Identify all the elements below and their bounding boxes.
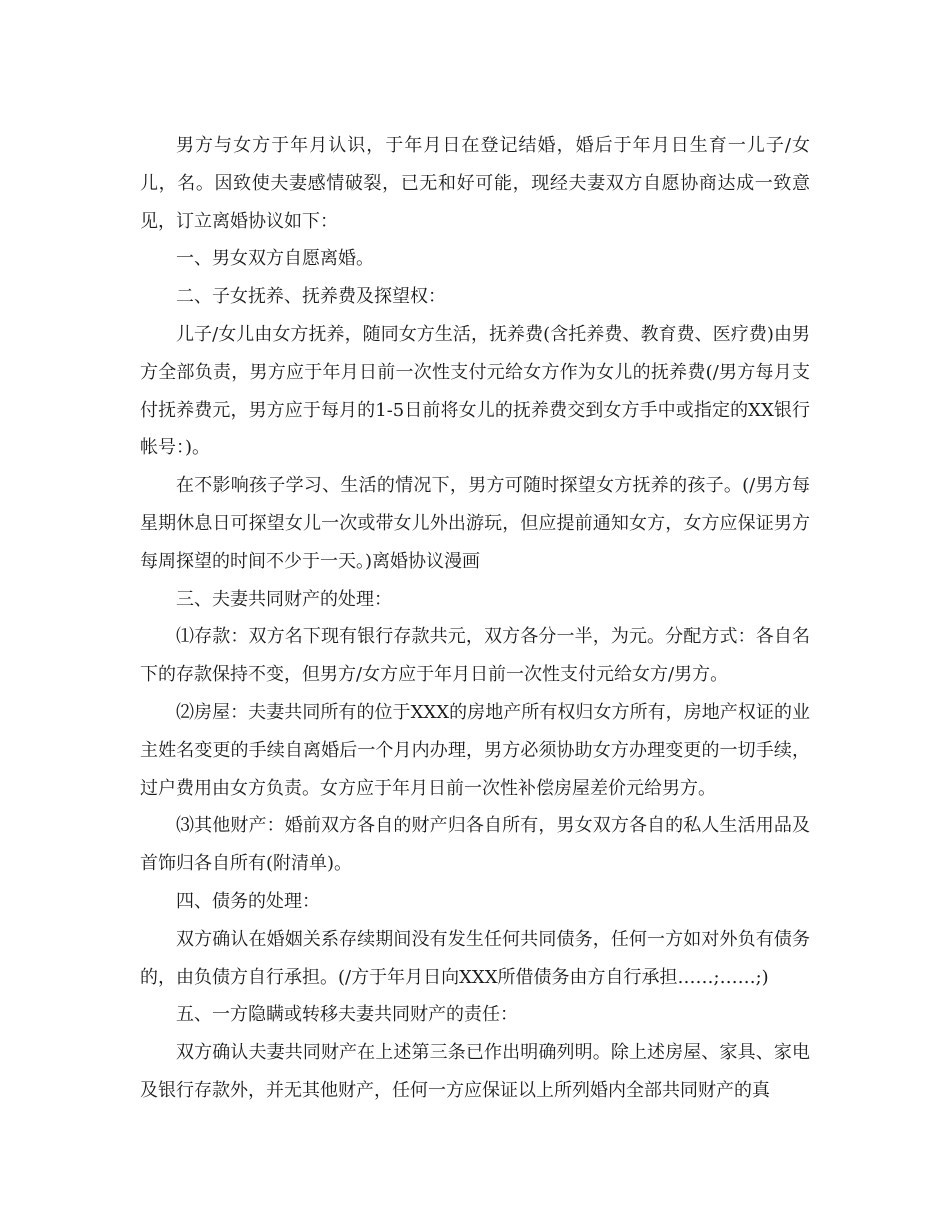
clause-heading-5: 五、一方隐瞒或转移夫妻共同财产的责任： [176,1004,518,1026]
paragraph-child-support: 儿子/女儿由女方抚养，随同女方生活，抚养费(含托养费、教育费、医疗费)由男方全部负责，男方应于年月日前一次性支付元给女方作为女儿的抚养费(/男方每月支付抚养费元，男方应于每月的1-5日前将女儿的抚养费交到女方手中或指定的XX银行帐号：)。 [140,323,810,459]
paragraph-house: ⑵房屋：夫妻共同所有的位于XXX的房地产所有权归女方所有，房地产权证的业主姓名变更的手续自离婚后一个月内办理，男方必须协助女方办理变更的一切手续，过户费用由女方负责。女方应于年月日前一次性补偿房屋差价元给男方。 [140,701,810,799]
document-body [140,127,810,1110]
paragraph-savings: ⑴存款：双方名下现有银行存款共元，双方各分一半，为元。分配方式：各自名下的存款保持不变，但男方/女方应于年月日前一次性支付元给女方/男方。 [140,626,810,686]
clause-heading-3: 三、夫妻共同财产的处理： [176,588,392,610]
clause-heading-2: 二、子女抚养、抚养费及探望权： [176,286,446,308]
paragraph-concealment: 双方确认夫妻共同财产在上述第三条已作出明确列明。除上述房屋、家具、家电及银行存款外，并无其他财产，任何一方应保证以上所列婚内全部共同财产的真 [140,1042,810,1101]
paragraph-debts: 双方确认在婚姻关系存续期间没有发生任何共同债务，任何一方如对外负有债务的，由负债方自行承担。(/方于年月日向XXX所借债务由方自行承担……;……;) [140,928,810,988]
paragraph-visitation: 在不影响孩子学习、生活的情况下，男方可随时探望女方抚养的孩子。(/男方每星期休息日可探望女儿一次或带女儿外出游玩，但应提前通知女方，女方应保证男方每周探望的时间不少于一天。)离婚协议漫画 [140,475,810,572]
clause-heading-1: 一、男女双方自愿离婚。 [176,248,374,270]
paragraph-intro: 男方与女方于年月认识，于年月日在登记结婚，婚后于年月日生育一儿子/女儿，名。因致使夫妻感情破裂，已无和好可能，现经夫妻双方自愿协商达成一致意见，订立离婚协议如下： [140,135,810,232]
paragraph-other-property: ⑶其他财产：婚前双方各自的财产归各自所有，男女双方各自的私人生活用品及首饰归各自所有(附清单)。 [140,815,810,875]
clause-heading-4: 四、债务的处理： [176,890,320,912]
